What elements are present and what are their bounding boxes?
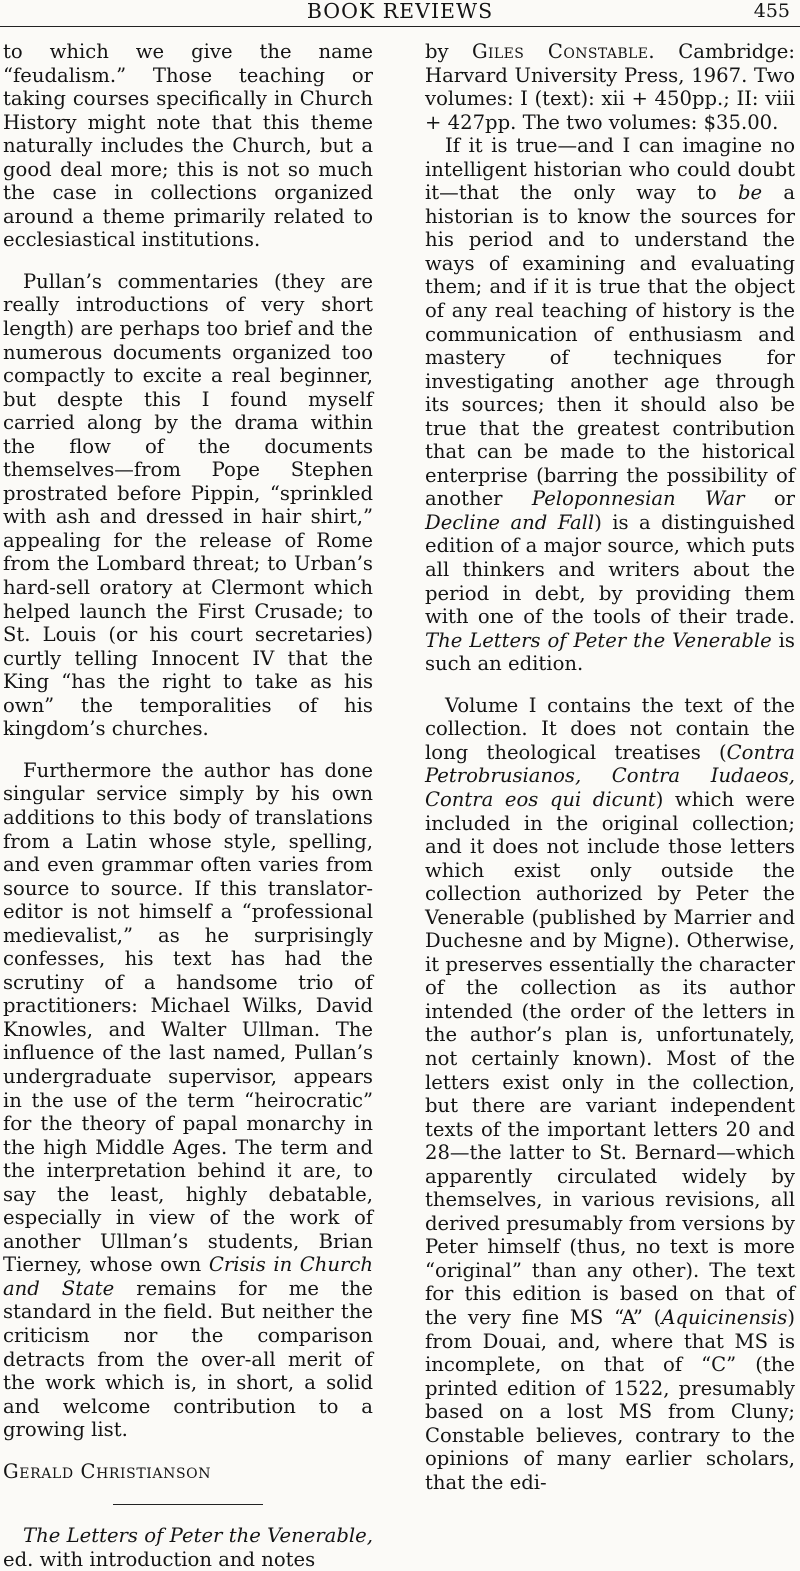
reviewer-signature: Gerald Christianson xyxy=(3,1459,212,1483)
editor-name: Giles Constable. xyxy=(471,40,655,63)
running-head: BOOK REVIEWS xyxy=(306,0,494,23)
text-run: If it is true—and I can imagine no intelligent historian who could doubt it—that the only way to xyxy=(425,134,795,205)
text-run: ) from Douai, and, where that MS is incomplete, on that of “C” (the printed edition of 1522, presumably based on a lost MS from Cluny; Constable believes, contrary to the opinions of many earlier scholars, that the edi- xyxy=(425,1305,795,1494)
text-run: by xyxy=(425,40,449,63)
book-title: Contra Petrobrusianos, Contra Iudaeos, Contra eos qui dicunt xyxy=(425,740,795,811)
review-citation xyxy=(3,1524,373,1571)
text-run: a historian is to know the sources for his period and to understand the ways of examining and evaluating them; and if it is true that the object of any real teaching of history is the communication of enthusiasm and mastery of techniques for investigating another age through its sources; then it should also be true that the greatest contribution that can be made to the historical enterprise (barring the possibility of another xyxy=(425,181,796,511)
section-divider xyxy=(113,1504,263,1505)
text-run: ) which were included in the original collection; and it does not include those letters which exist only outside the collection authorized by Peter the Venerable (published by Marrier and Duchesne and by Migne). Otherwise, it preserves essentially the character of the collection as its author intended (the order of the letters in the author’s plan is, unfortunately, not certainly known). Most of the letters exist only in the collection, but there are variant independent texts of the important letters 20 and 28—the latter to St. Bernard—which apparently circulated widely by themselves, in various revisions, all derived presumably from versions by Peter himself (thus, no text is more “original” than any other). The text for this edition is based on that of the very fine MS “A” ( xyxy=(425,787,795,1329)
text-run: Furthermore the author has done singular service simply by his own additions to this body of translations from a Latin whose style, spelling, and even grammar often varies from source to source. If this translator-editor is not himself a “professional medievalist,” as he surprisingly confesses, his text has had the scrutiny of a handsome trio of practitioners: Michael Wilks, David Knowles, and Walter Ullman. The influence of the last named, Pullan’s undergraduate supervisor, appears in the use of the term “heirocratic” for the theory of papal monarchy in the high Middle Ages. The term and the interpretation behind it are, to say the least, highly debatable, especially in view of the work of another Ullman’s students, Brian Tierney, whose own xyxy=(3,758,373,1277)
book-title: The Letters of Peter the Venerable, xyxy=(23,1524,373,1548)
book-title: The Letters of Peter the Venerable xyxy=(425,628,772,652)
text-run: remains for me the standard in the field. But neither the criticism nor the comparison detracts from the over-all merit of the work which is, in short, a solid and welcome contribution to a growing list. xyxy=(3,1276,373,1442)
page-number: 455 xyxy=(753,0,790,22)
text-run: is such an edition. xyxy=(425,628,795,676)
left-column xyxy=(3,40,373,1571)
text-run: ) is a distinguished edition of a major source, which puts all thinkers and writers about the period in debt, by providing them with one of the tools of their trade. xyxy=(425,510,795,629)
paragraph xyxy=(3,759,373,1442)
paragraph xyxy=(425,134,795,676)
paragraph: to which we give the name “feudalism.” Those teaching or taking courses specifically in Church History might note that this theme naturally includes the Church, but a good deal more; this is not so much the case in collections organized around a theme primarily related to ecclesiastical institutions. xyxy=(3,40,373,252)
book-title: Crisis in Church and State xyxy=(3,1253,373,1300)
paragraph: Pullan’s commentaries (they are really introductions of very short length) are perhaps too brief and the numerous documents organized too compactly to excite a real beginner, but despte this I found myself carried along by the drama within the flow of the documents themselves—from Pope Stephen prostrated before Pippin, “sprinkled with ash and dressed in hair shirt,” appealing for the release of Rome from the Lombard threat; to Urban’s hard-sell oratory at Clermont which helped launch the First Crusade; to St. Louis (or his court secretaries) curtly telling Innocent IV that the King “has the right to take as his own” the temporalities of his kingdom’s churches. xyxy=(3,269,373,741)
book-title: Peloponnesian War xyxy=(531,487,745,511)
page-header xyxy=(0,0,800,27)
emphasis: be xyxy=(737,181,763,205)
paragraph xyxy=(425,694,795,1495)
text-run: ed. with introduction and notes xyxy=(3,1547,316,1571)
text-run: Volume I contains the text of the collection. It does not contain the long theological treatises ( xyxy=(425,693,795,764)
publication-details: Cambridge: Harvard University Press, 1967. Two volumes: I (text): xii + 450pp.; II: viii + 427pp. The two volumes: $35.00. xyxy=(425,40,795,134)
right-column xyxy=(425,40,795,1494)
manuscript-name: Aquicinensis xyxy=(661,1305,788,1329)
text-run: or xyxy=(773,487,795,511)
book-title: Decline and Fall xyxy=(425,510,595,534)
review-citation-continued xyxy=(425,40,795,134)
